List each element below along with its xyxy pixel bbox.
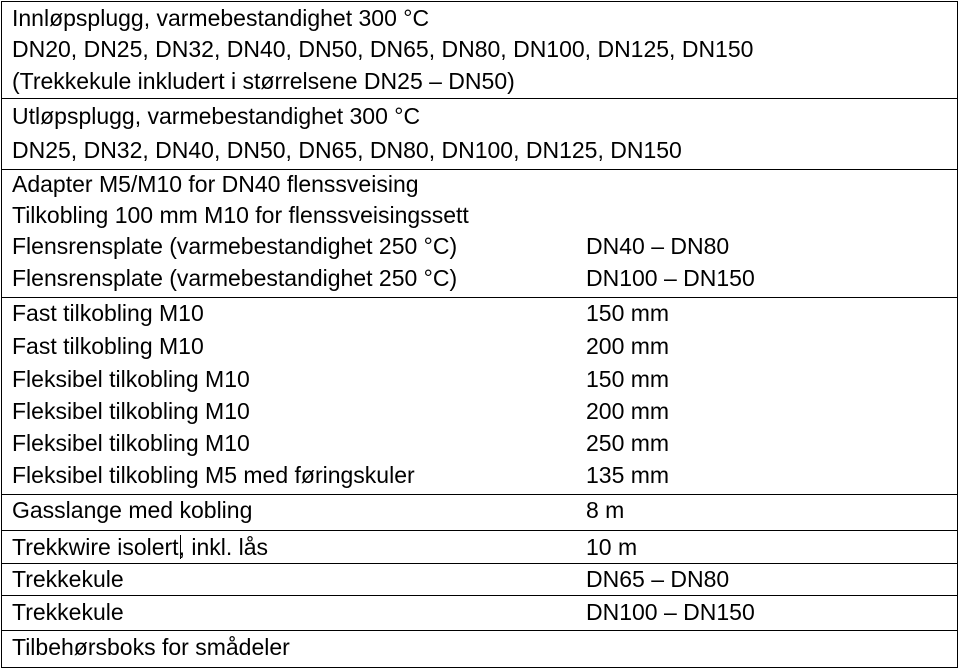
row-value: 10 m (586, 534, 638, 560)
accessories-table (1, 1, 958, 668)
inlet-plug-section (2, 2, 957, 98)
row-value: 150 mm (586, 366, 670, 392)
table-row (12, 634, 957, 664)
row-text: DN25, DN32, DN40, DN50, DN65, DN80, DN100, DN125, DN150 (12, 137, 682, 163)
table-row (12, 103, 957, 137)
table-row (12, 430, 957, 462)
row-text: Fast tilkobling M10 (12, 300, 204, 326)
row-text: Fleksibel tilkobling M10 (12, 366, 250, 392)
table-row (12, 398, 957, 430)
row-text: Utløpsplugg, varmebestandighet 300 °C (12, 103, 421, 129)
table-row (12, 300, 957, 333)
table-row (12, 171, 957, 202)
row-text: Flensrensplate (varmebestandighet 250 °C) (12, 233, 458, 259)
row-text: Trekkekule (12, 599, 124, 625)
row-value: 8 m (586, 497, 625, 523)
pull-ball-small-section (2, 563, 957, 595)
row-text: Fleksibel tilkobling M10 (12, 398, 250, 424)
adapter-section (2, 169, 957, 297)
row-text: Fleksibel tilkobling M10 (12, 430, 250, 456)
table-row (12, 36, 957, 68)
pull-ball-large-section (2, 595, 957, 630)
table-row (12, 233, 957, 265)
table-row (12, 333, 957, 366)
row-value: DN40 – DN80 (586, 233, 730, 259)
row-value: 150 mm (586, 300, 670, 326)
row-text: Tilbehørsboks for smådeler (12, 634, 290, 660)
table-row (12, 202, 957, 233)
table-row (12, 137, 957, 169)
connections-section (2, 297, 957, 494)
row-text: (Trekkekule inkludert i størrelsene DN25 – DN50) (12, 68, 515, 94)
table-row (12, 366, 957, 398)
table-row (12, 5, 957, 36)
row-text: Trekkekule (12, 566, 124, 592)
table-row (12, 462, 957, 493)
table-row (12, 534, 957, 563)
row-text: Fleksibel tilkobling M5 med føringskuler (12, 462, 415, 488)
pull-wire-section (2, 530, 957, 563)
row-text: Tilkobling 100 mm M10 for flenssveisingssett (12, 202, 469, 228)
row-text: Gasslange med kobling (12, 497, 253, 523)
row-text: Fast tilkobling M10 (12, 333, 204, 359)
table-row (12, 497, 957, 529)
row-text: Innløpsplugg, varmebestandighet 300 °C (12, 5, 430, 31)
row-value: DN100 – DN150 (586, 265, 755, 291)
row-value: 200 mm (586, 333, 670, 359)
row-value: DN65 – DN80 (586, 566, 730, 592)
outlet-plug-section (2, 98, 957, 169)
row-value: 135 mm (586, 462, 670, 488)
row-text: Flensrensplate (varmebestandighet 250 °C) (12, 265, 458, 291)
row-value: 200 mm (586, 398, 670, 424)
table-row (12, 566, 957, 595)
table-row (12, 68, 957, 98)
row-text: Trekkwire isolert (12, 534, 179, 560)
gas-hose-section (2, 494, 957, 530)
row-text-continuation: , inkl. lås (178, 534, 269, 560)
parts-box-section (2, 630, 957, 665)
row-text: DN20, DN25, DN32, DN40, DN50, DN65, DN80, DN100, DN125, DN150 (12, 36, 754, 62)
table-row (12, 265, 957, 297)
row-value: 250 mm (586, 430, 670, 456)
table-row (12, 599, 957, 630)
row-value: DN100 – DN150 (586, 599, 755, 625)
row-text: Adapter M5/M10 for DN40 flenssveising (12, 171, 419, 197)
